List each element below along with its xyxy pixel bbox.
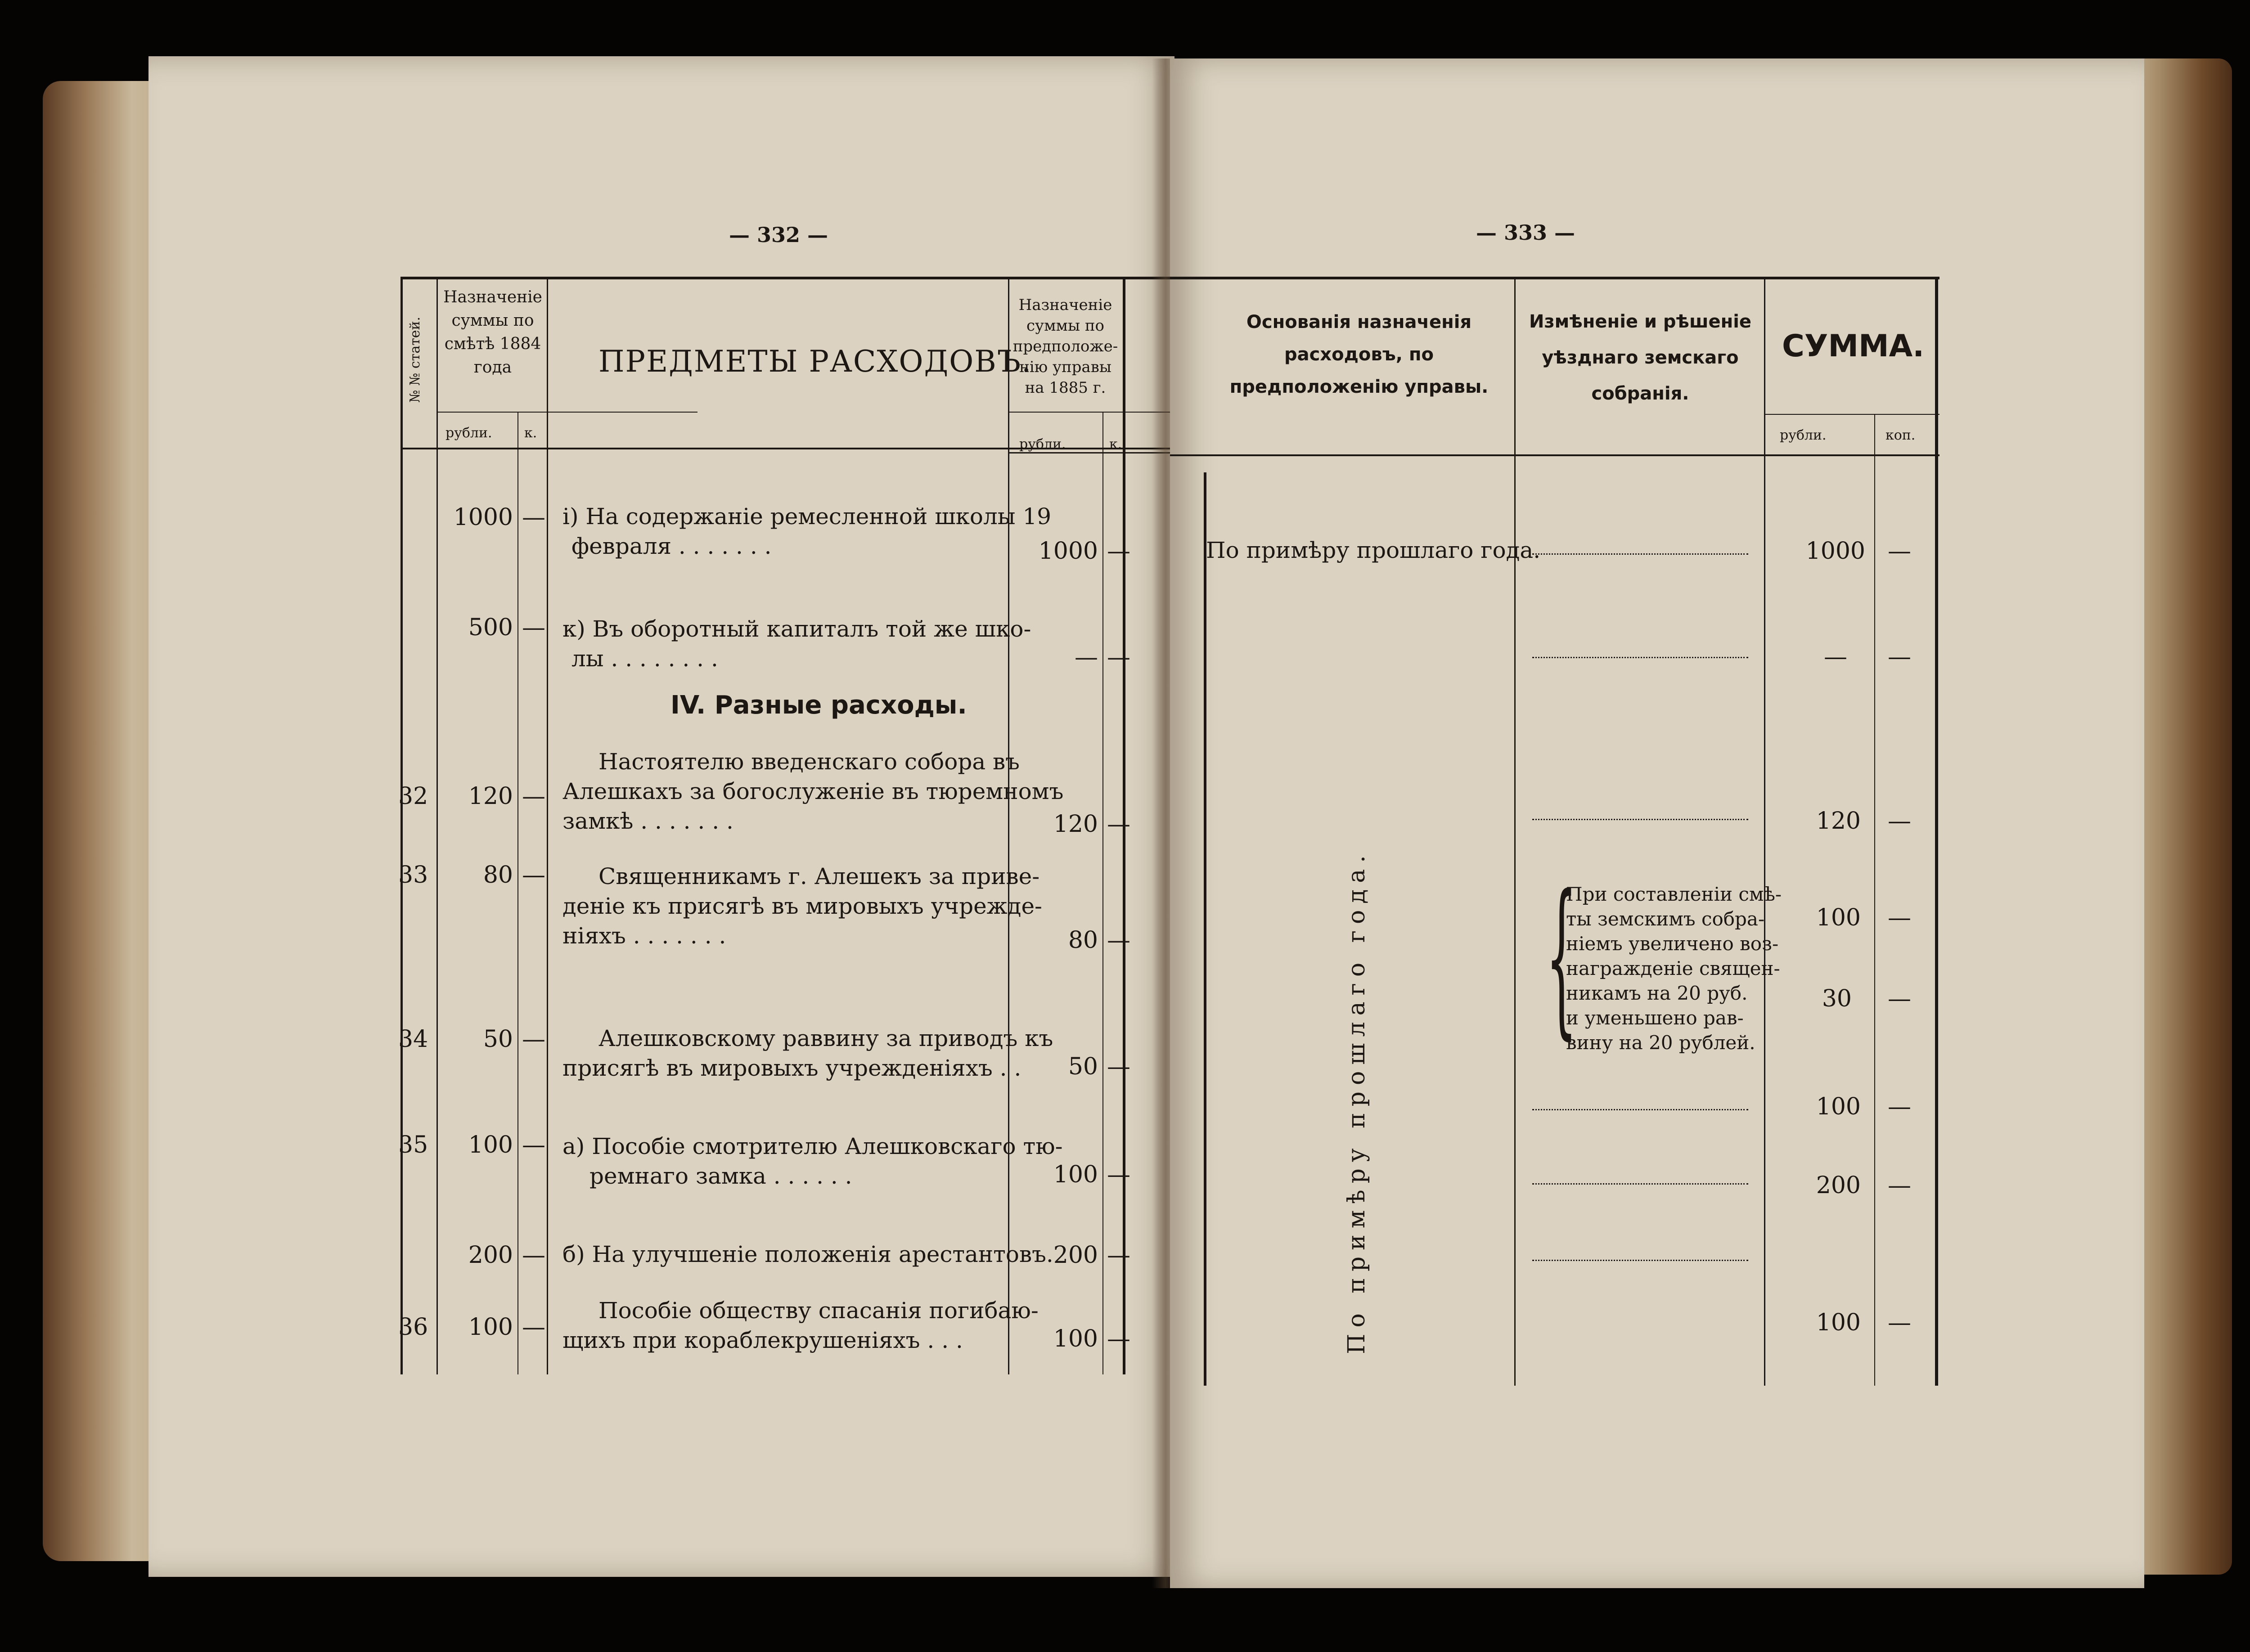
row-text: деніе къ присягѣ въ мировыхъ учрежде- <box>562 893 1042 919</box>
change-note-line: ніемъ увеличено воз- <box>1566 933 1779 955</box>
sum-kop: — <box>1888 643 1911 670</box>
change-note-line: ты земскимъ собра- <box>1566 908 1765 930</box>
sum1884: 500 <box>468 614 513 641</box>
sum1885: 1000 <box>1038 538 1098 565</box>
col-line-0 <box>1204 472 1206 1386</box>
col-line-1 <box>1514 279 1516 1386</box>
leader-line <box>1532 819 1748 820</box>
kop1885: — <box>1107 1053 1130 1080</box>
sum-rub: 200 <box>1816 1172 1861 1199</box>
article-number: 34 <box>398 1026 428 1053</box>
kop1885: — <box>1107 811 1130 838</box>
col-line-2 <box>1764 279 1765 1386</box>
sum1884: 120 <box>468 783 513 810</box>
kop1884: — <box>522 1242 545 1269</box>
sum1884: 80 <box>483 862 513 889</box>
kop1884: — <box>522 783 545 810</box>
leader-line <box>1532 1109 1748 1110</box>
row-text: февраля . . . . . . . <box>572 533 772 559</box>
kop1884: — <box>522 862 545 889</box>
row-text: замкѣ . . . . . . . <box>562 808 734 834</box>
sum-kop: — <box>1888 985 1911 1012</box>
sum1885: — <box>1075 644 1098 671</box>
col-line-3 <box>547 277 548 1374</box>
col-line-4 <box>1935 279 1938 1386</box>
sum1884: 1000 <box>453 504 513 531</box>
sub-rule-sum <box>1764 414 1940 415</box>
row-text: б) На улучшеніе положенія арестантовъ. <box>562 1241 1053 1267</box>
sum1885: 100 <box>1053 1325 1098 1352</box>
leader-line <box>1532 1260 1748 1261</box>
leader-line <box>1532 657 1748 658</box>
header-1884: Назначеніе суммы по смѣтѣ 1884 года <box>443 288 542 377</box>
leader-line <box>1532 553 1748 555</box>
row-text: i) На содержаніе ремесленной школы 19 <box>562 503 1052 530</box>
kop1885: — <box>1107 927 1130 954</box>
header-rule <box>1170 454 1940 456</box>
header-1885-rub: рубли. <box>1019 436 1066 452</box>
sum-rub: 100 <box>1816 1309 1861 1336</box>
sum1885: 200 <box>1053 1242 1098 1269</box>
kop1885: — <box>1107 1161 1130 1188</box>
row-text: Алешкахъ за богослуженіе въ тюремномъ <box>562 778 1064 804</box>
sum-rub: 30 <box>1822 985 1852 1012</box>
kop1885: — <box>1107 1242 1130 1269</box>
table-top-rule <box>1170 277 1940 279</box>
header-article: № № статей. <box>407 316 423 403</box>
vertical-basis: По примѣру прошлаго года. <box>1343 849 1370 1354</box>
sum-kop: — <box>1888 1172 1911 1199</box>
section-title: IV. Разные расходы. <box>670 691 967 720</box>
kop1884: — <box>522 1314 545 1341</box>
row-text: присягѣ въ мировыхъ учрежденіяхъ . . <box>562 1055 1022 1081</box>
header-sum: СУММА. <box>1782 328 1925 364</box>
table-top-rule <box>400 277 1278 279</box>
sum-rub: 120 <box>1816 808 1861 835</box>
right-page <box>1170 58 2144 1588</box>
sum-kop: — <box>1888 538 1911 565</box>
kop1884: — <box>522 1026 545 1053</box>
sum-kop: — <box>1888 1093 1911 1120</box>
sum1885: 50 <box>1068 1053 1098 1080</box>
article-number: 32 <box>398 783 428 810</box>
article-number: 35 <box>398 1131 428 1158</box>
sum1884: 100 <box>468 1314 513 1341</box>
article-number: 36 <box>398 1314 428 1341</box>
sum1884: 100 <box>468 1131 513 1158</box>
change-note-line: никамъ на 20 руб. <box>1566 982 1748 1004</box>
row-text: ремнаго замка . . . . . . <box>590 1163 852 1189</box>
row-text: лы . . . . . . . . <box>572 646 718 672</box>
row-text: Алешковскому раввину за приводъ къ <box>598 1025 1053 1051</box>
sum1885: 120 <box>1053 811 1098 838</box>
row-text: а) Пособіе смотрителю Алешковскаго тю- <box>562 1133 1063 1159</box>
kop1885: — <box>1107 1325 1130 1352</box>
kop1885: — <box>1107 538 1130 565</box>
change-note-line: При составленіи смѣ- <box>1566 883 1782 905</box>
col-line-1 <box>436 277 438 1374</box>
change-note-line: награжденіе священ- <box>1566 957 1780 979</box>
header-1884-kop: к. <box>524 425 537 441</box>
sum1884: 200 <box>468 1242 513 1269</box>
change-note-line: и уменьшено рав- <box>1566 1007 1744 1029</box>
sub-rule-1884 <box>436 412 698 413</box>
row-text: к) Въ оборотный капиталъ той же шко- <box>562 616 1031 642</box>
header-subject: ПРЕДМЕТЫ РАСХОДОВЪ. <box>598 344 1032 379</box>
sum-rub: 100 <box>1816 904 1861 931</box>
kop1885: — <box>1107 644 1130 671</box>
sum-kop: — <box>1888 1309 1911 1336</box>
row-text: Священникамъ г. Алешекъ за приве- <box>598 863 1040 889</box>
kop1884: — <box>522 614 545 641</box>
header-sum-kop: коп. <box>1886 427 1916 443</box>
sum1885: 80 <box>1068 927 1098 954</box>
header-1884-rub: рубли. <box>446 425 492 441</box>
change-note-line: вину на 20 рублей. <box>1566 1032 1755 1054</box>
row-text: ніяхъ . . . . . . . <box>562 923 726 949</box>
sum-kop: — <box>1888 904 1911 931</box>
header-1885-kop: к. <box>1109 436 1122 452</box>
col-line-4 <box>1008 277 1009 1374</box>
row-text: щихъ при кораблекрушеніяхъ . . . <box>562 1327 963 1353</box>
sum-rub: 100 <box>1816 1093 1861 1120</box>
first-basis: По примѣру прошлаго года. <box>1206 537 1541 563</box>
row-text: Настоятелю введенскаго собора въ <box>598 749 1020 775</box>
page-number-left: — 332 — <box>729 223 828 247</box>
sum-kop: — <box>1888 808 1911 835</box>
header-basis: Основанія назначенія расходовъ, по предположенію управы. <box>1229 312 1489 397</box>
row-text: Пособіе обществу спасанія погибаю- <box>598 1297 1039 1324</box>
left-page <box>148 56 1174 1577</box>
sum1885: 100 <box>1053 1161 1098 1188</box>
col-line-3 <box>1874 414 1875 1386</box>
article-number: 33 <box>398 862 428 889</box>
header-sum-rub: рубли. <box>1780 427 1827 443</box>
header-1885: Назначеніе суммы по предположе-нію управы на 1885 г. <box>1012 296 1118 397</box>
sum-rub: — <box>1824 643 1847 670</box>
kop1884: — <box>522 504 545 531</box>
kop1884: — <box>522 1131 545 1158</box>
sum1884: 50 <box>483 1026 513 1053</box>
col-line-0 <box>400 277 403 1374</box>
leader-line <box>1532 1183 1748 1185</box>
page-number-right: — 333 — <box>1476 220 1575 245</box>
col-line-5 <box>1102 412 1103 1374</box>
brace: { <box>1546 859 1577 1055</box>
sum-rub: 1000 <box>1805 538 1865 565</box>
header-change: Измѣненіе и рѣшеніе уѣзднаго земскаго собранія. <box>1529 311 1752 404</box>
